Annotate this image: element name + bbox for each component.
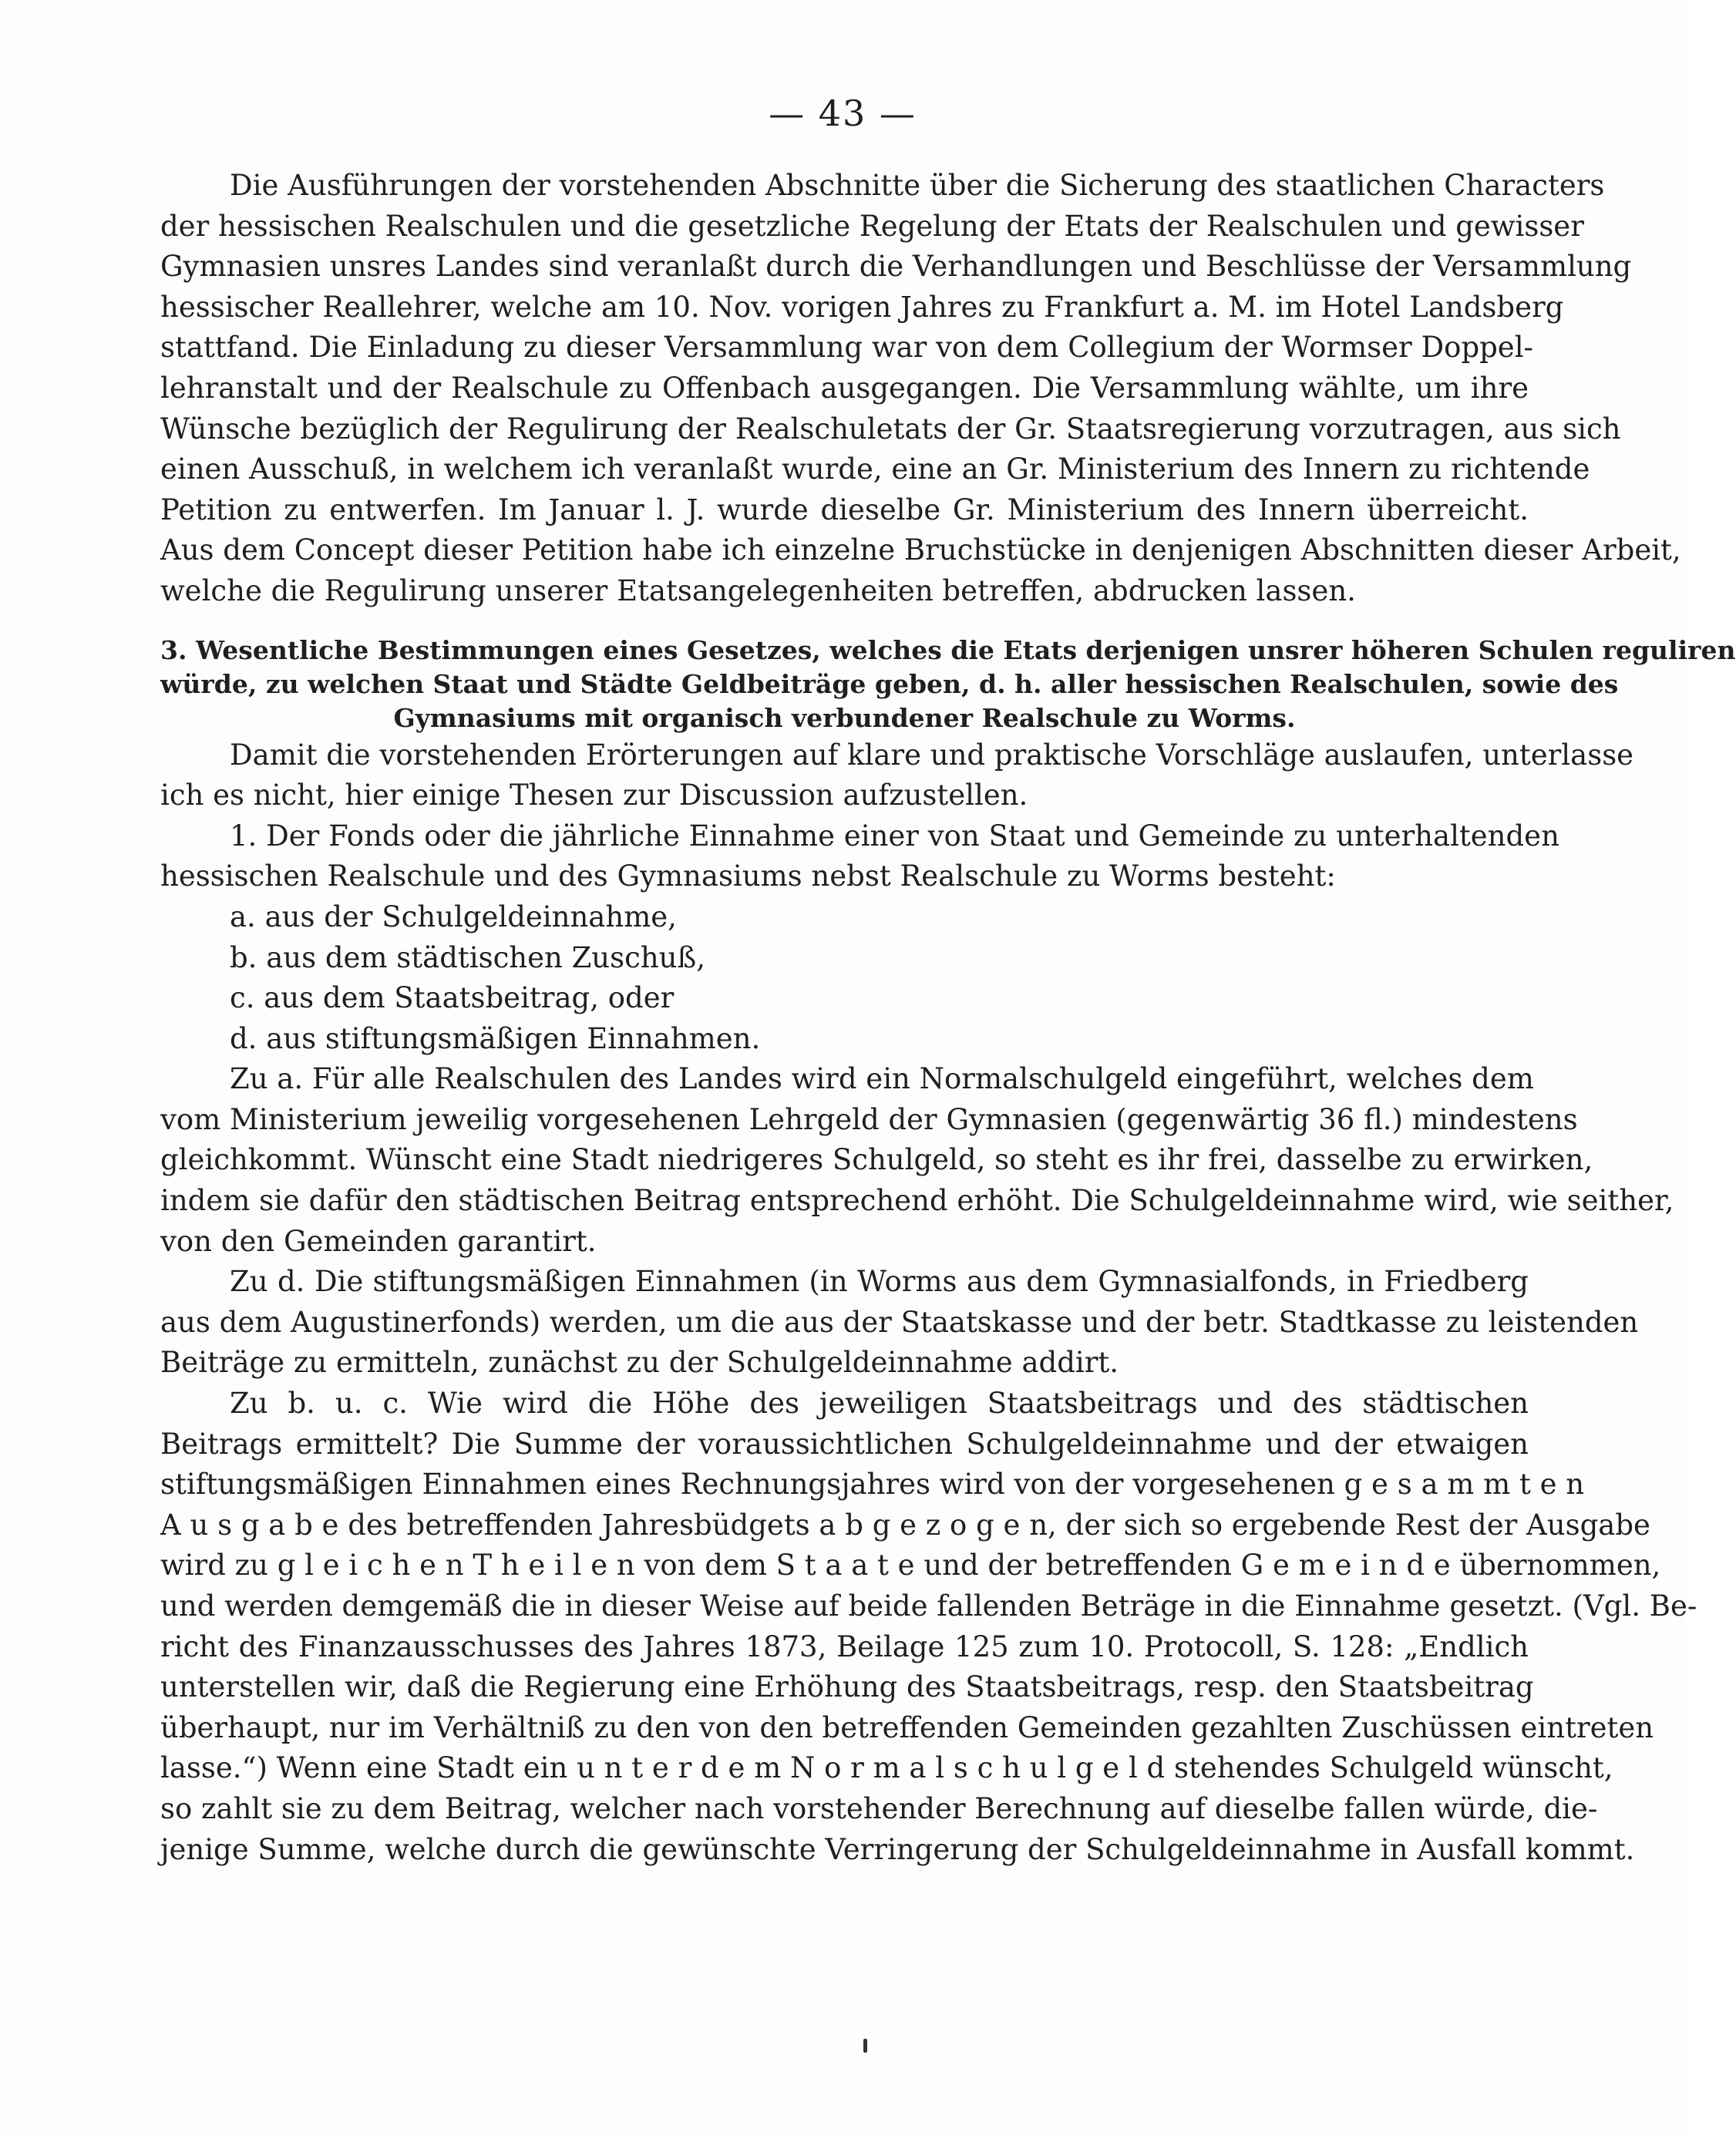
text-line: stiftungsmäßigen Einnahmen eines Rechnungsjahres wird von der vorgesehenen g e s a m m t e n xyxy=(160,1468,1585,1502)
section-heading xyxy=(160,634,1736,735)
thesis-1 xyxy=(160,816,1559,1060)
text-line: hessischer Reallehrer, welche am 10. Nov. vorigen Jahres zu Frankfurt a. M. im Hotel Landsberg xyxy=(160,290,1564,324)
text-line: Beiträge zu ermitteln, zunächst zu der Schulgeldeinnahme addirt. xyxy=(160,1346,1119,1380)
text-line: von den Gemeinden garantirt. xyxy=(160,1224,597,1258)
list-item: a. aus der Schulgeldeinnahme, xyxy=(230,900,677,933)
text-line: vom Ministerium jeweilig vorgesehenen Lehrgeld der Gymnasien (gegenwärtig 36 fl.) mindestens xyxy=(160,1102,1578,1136)
text-line: jenige Summe, welche durch die gewünschte Verringerung der Schulgeldeinnahme in Ausfall kommt. xyxy=(160,1832,1635,1866)
text-column xyxy=(160,166,1736,1870)
list-item: b. aus dem städtischen Zuschuß, xyxy=(230,940,705,974)
text-line: Zu d. Die stiftungsmäßigen Einnahmen (in Worms aus dem Gymnasialfonds, in Friedberg xyxy=(230,1265,1529,1299)
paragraph-zu-a xyxy=(160,1059,1674,1262)
text-line: richt des Finanzausschusses des Jahres 1873, Beilage 125 zum 10. Protocoll, S. 128: „Endlich xyxy=(160,1629,1529,1663)
page-number: — 43 — xyxy=(769,92,917,134)
text-line: gleichkommt. Wünscht eine Stadt niedrigeres Schulgeld, so steht es ihr frei, dasselbe zu erwirken, xyxy=(160,1143,1593,1177)
list-item: c. aus dem Staatsbeitrag, oder xyxy=(230,981,675,1015)
text-line: 1. Der Fonds oder die jährliche Einnahme einer von Staat und Gemeinde zu unterhaltenden xyxy=(230,819,1559,853)
text-line: Zu a. Für alle Realschulen des Landes wird ein Normalschulgeld eingeführt, welches dem xyxy=(230,1062,1534,1096)
text-line: hessischen Realschule und des Gymnasiums nebst Realschule zu Worms besteht: xyxy=(160,859,1336,893)
paragraph-zu-b-c xyxy=(160,1384,1697,1870)
text-line: lasse.“) Wenn eine Stadt ein u n t e r d e m N o r m a l s c h u l g e l d stehendes Schulgeld wünscht, xyxy=(160,1751,1613,1785)
paragraph-zu-d xyxy=(160,1262,1639,1384)
text-line: welche die Regulirung unserer Etatsangelegenheiten betreffen, abdrucken lassen. xyxy=(160,573,1356,607)
text-line: Gymnasien unsres Landes sind veranlaßt durch die Verhandlungen und Beschlüsse der Versammlung xyxy=(160,250,1632,284)
text-line: indem sie dafür den städtischen Beitrag entsprechend erhöht. Die Schulgeldeinnahme wird, wie seither, xyxy=(160,1184,1674,1218)
intro-paragraph xyxy=(160,166,1681,612)
text-line: A u s g a b e des betreffenden Jahresbüdgets a b g e z o g e n, der sich so ergebende Rest der Ausgabe xyxy=(160,1508,1650,1542)
text-line: Zu b. u. c. Wie wird die Höhe des jeweiligen Staatsbeitrags und des städtischen xyxy=(230,1387,1529,1421)
text-line: aus dem Augustinerfonds) werden, um die aus der Staatskasse und der betr. Stadtkasse zu leistenden xyxy=(160,1305,1639,1339)
section-intro-paragraph xyxy=(160,735,1634,816)
text-line: so zahlt sie zu dem Beitrag, welcher nach vorstehender Berechnung auf dieselbe fallen würde, die- xyxy=(160,1791,1598,1825)
text-line: lehranstalt und der Realschule zu Offenbach ausgegangen. Die Versammlung wählte, um ihre xyxy=(160,371,1529,405)
text-line: überhaupt, nur im Verhältniß zu den von den betreffenden Gemeinden gezahlten Zuschüssen eintreten xyxy=(160,1710,1654,1744)
text-line: Wünsche bezüglich der Regulirung der Realschuletats der Gr. Staatsregierung vorzutragen, aus sich xyxy=(160,412,1621,446)
text-line: unterstellen wir, daß die Regierung eine Erhöhung des Staatsbeitrags, resp. den Staatsbeitrag xyxy=(160,1670,1534,1704)
text-line: ich es nicht, hier einige Thesen zur Discussion aufzustellen. xyxy=(160,779,1028,812)
text-line: und werden demgemäß die in dieser Weise auf beide fallenden Beträge in die Einnahme gesetzt. (Vgl. Be- xyxy=(160,1589,1697,1623)
text-line: Damit die vorstehenden Erörterungen auf klare und praktische Vorschläge auslaufen, unterlasse xyxy=(230,738,1634,772)
text-line: stattfand. Die Einladung zu dieser Versammlung war von dem Collegium der Wormser Doppel- xyxy=(160,331,1534,365)
text-line: wird zu g l e i c h e n T h e i l e n von dem S t a a t e und der betreffenden G e m e i n d e übernommen, xyxy=(160,1549,1661,1582)
text-line: einen Ausschuß, in welchem ich veranlaßt wurde, eine an Gr. Ministerium des Innern zu richtende xyxy=(160,452,1590,486)
text-line: Petition zu entwerfen. Im Januar l. J. wurde dieselbe Gr. Ministerium des Innern überreicht. xyxy=(160,493,1529,526)
text-line: der hessischen Realschulen und die gesetzliche Regelung der Etats der Realschulen und gewisser xyxy=(160,209,1584,243)
text-line: Die Ausführungen der vorstehenden Abschnitte über die Sicherung des staatlichen Characters xyxy=(230,169,1605,202)
ink-speck xyxy=(863,2039,867,2053)
heading-line: Gymnasiums mit organisch verbundener Realschule zu Worms. xyxy=(393,702,1296,733)
list-item: d. aus stiftungsmäßigen Einnahmen. xyxy=(230,1021,761,1055)
heading-line: 3. Wesentliche Bestimmungen eines Gesetzes, welches die Etats derjenigen unsrer höheren Schulen reguliren xyxy=(160,634,1736,665)
heading-line: würde, zu welchen Staat und Städte Geldbeiträge geben, d. h. aller hessischen Realschulen, sowie des xyxy=(160,668,1619,699)
text-line: Aus dem Concept dieser Petition habe ich einzelne Bruchstücke in denjenigen Abschnitten dieser Arbeit, xyxy=(160,533,1681,567)
text-line: Beitrags ermittelt? Die Summe der voraussichtlichen Schulgeldeinnahme und der etwaigen xyxy=(160,1427,1529,1461)
